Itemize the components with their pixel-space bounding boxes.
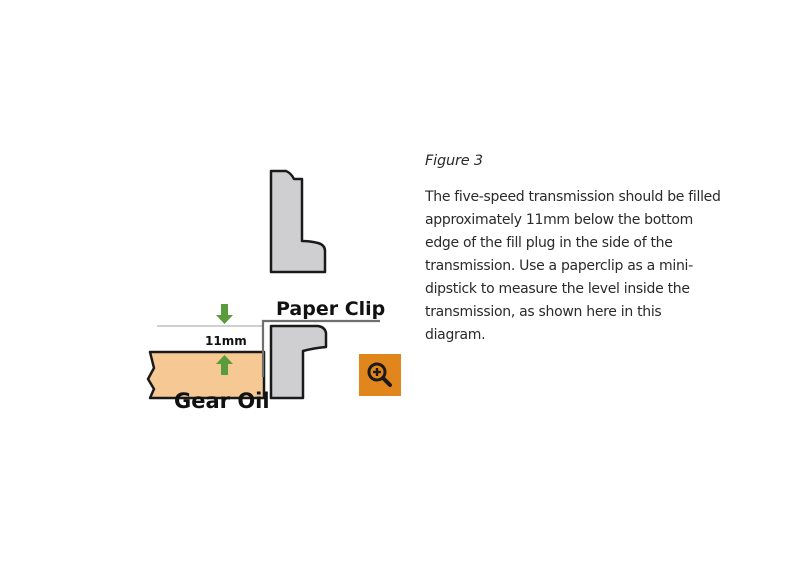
figure-description: The five-speed transmission should be filled approximately 11mm below the bottom edge of the fill plug in the side of the transmission. Use a paperclip as a mini-dipstick to measure the level inside the transmission, as shown here in this diagram. xyxy=(425,189,721,343)
figure-caption xyxy=(425,153,745,347)
fill-plug-lower xyxy=(271,326,326,398)
fill-plug-upper xyxy=(271,171,325,272)
paper-clip-label: Paper Clip xyxy=(276,298,386,320)
zoom-in-icon xyxy=(359,354,401,396)
arrow-down-icon xyxy=(216,304,233,324)
gear-oil-label: Gear Oil xyxy=(174,389,270,413)
zoom-button[interactable] xyxy=(359,354,401,396)
measurement-label: 11mm xyxy=(205,334,247,348)
figure-title: Figure 3 xyxy=(425,153,483,169)
